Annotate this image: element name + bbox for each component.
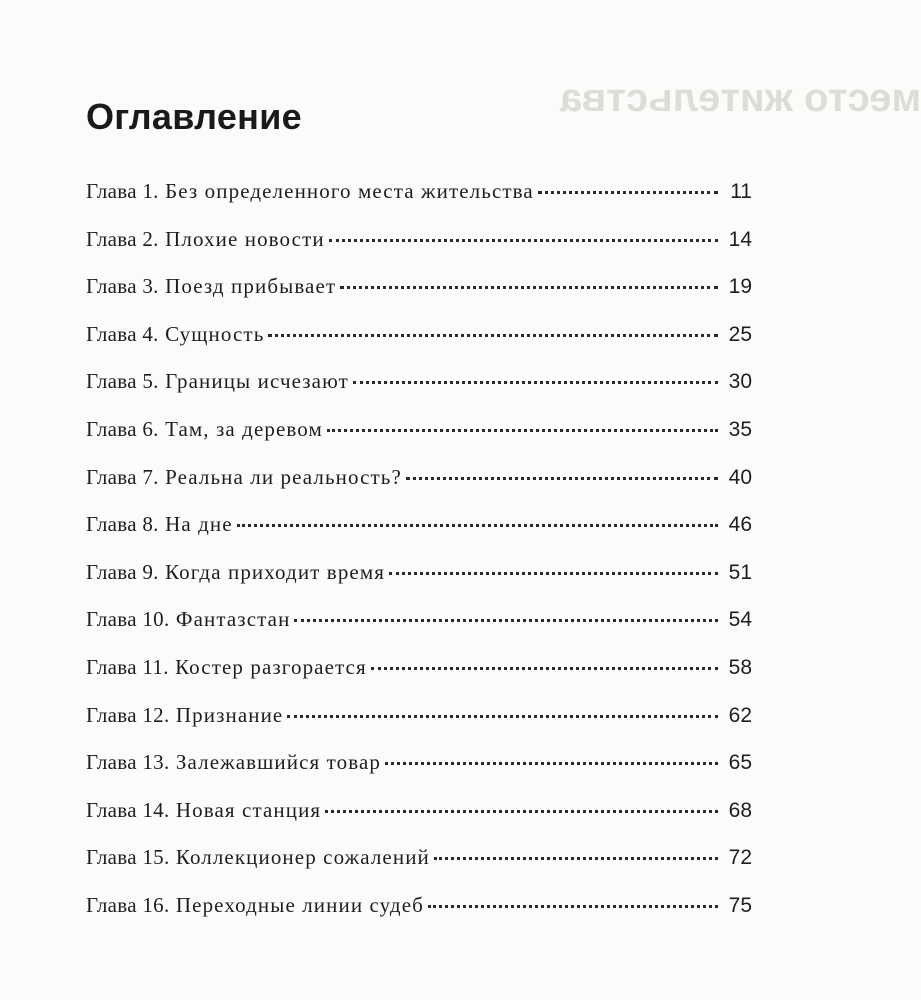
dot-leader	[294, 617, 718, 622]
dot-leader	[287, 713, 718, 718]
table-of-contents	[86, 168, 752, 930]
page-number: 72	[728, 846, 752, 870]
chapter-title: Признание	[175, 702, 284, 727]
page-number: 62	[728, 703, 752, 727]
toc-entry-label	[86, 454, 402, 502]
toc-entry-label	[86, 834, 430, 882]
chapter-title: Новая станция	[175, 797, 322, 822]
dot-leader	[268, 332, 718, 337]
toc-entry-label	[86, 263, 336, 311]
chapter-number: Глава 15.	[86, 845, 170, 870]
dot-leader	[237, 522, 718, 527]
dot-leader	[329, 237, 718, 242]
chapter-title: Без определенного места жительства	[165, 179, 534, 203]
toc-entry-label	[86, 358, 349, 406]
toc-entry	[86, 549, 752, 597]
dot-leader	[353, 379, 718, 384]
dot-leader	[340, 284, 718, 289]
dot-leader	[538, 189, 718, 194]
toc-entry-label	[86, 739, 381, 787]
toc-entry	[86, 787, 752, 835]
chapter-number: Глава 12.	[86, 702, 170, 727]
chapter-title: Плохие новости	[165, 226, 325, 251]
dot-leader	[327, 427, 718, 432]
toc-entry	[86, 644, 752, 692]
chapter-number: Глава 9.	[86, 559, 159, 584]
page-number: 65	[728, 751, 752, 775]
chapter-number: Глава 2.	[86, 226, 159, 251]
chapter-number: Глава 8.	[86, 512, 159, 537]
toc-entry	[86, 596, 752, 644]
toc-entry-label	[86, 787, 321, 835]
toc-entry-label	[86, 168, 534, 216]
page-title: Оглавление	[86, 96, 302, 138]
toc-entry-label	[86, 549, 385, 597]
toc-entry-label	[86, 501, 233, 549]
page-number: 75	[728, 893, 752, 917]
chapter-title: Когда приходит время	[165, 559, 385, 584]
chapter-number: Глава 13.	[86, 750, 170, 775]
chapter-number: Глава 14.	[86, 797, 170, 822]
chapter-title: Сущность	[165, 321, 265, 346]
bleed-through-heading: место жительства	[560, 76, 921, 120]
chapter-number: Глава 1.	[86, 179, 159, 203]
chapter-title: Костер разгорается	[175, 654, 367, 679]
dot-leader	[385, 760, 718, 765]
dot-leader	[325, 808, 718, 813]
toc-entry-label	[86, 311, 264, 359]
toc-entry	[86, 216, 752, 264]
toc-entry-label	[86, 882, 424, 930]
chapter-title: Фантазстан	[175, 607, 291, 632]
page-number: 46	[728, 513, 752, 537]
toc-entry	[86, 263, 752, 311]
toc-entry-label	[86, 406, 323, 454]
page-number: 40	[728, 465, 752, 489]
page-number: 51	[728, 560, 752, 584]
page-number: 54	[728, 608, 752, 632]
dot-leader	[434, 855, 718, 860]
dot-leader	[389, 570, 718, 575]
chapter-number: Глава 5.	[86, 369, 159, 394]
chapter-title: Там, за деревом	[165, 416, 323, 441]
page-number: 58	[728, 655, 752, 679]
toc-entry	[86, 406, 752, 454]
dot-leader	[406, 475, 718, 480]
dot-leader	[371, 665, 718, 670]
chapter-number: Глава 11.	[86, 654, 169, 679]
toc-entry	[86, 454, 752, 502]
chapter-title: На дне	[165, 512, 233, 537]
toc-entry	[86, 692, 752, 740]
toc-entry	[86, 882, 752, 930]
chapter-title: Переходные линии судеб	[175, 892, 424, 917]
toc-entry	[86, 358, 752, 406]
page-number: 14	[728, 227, 752, 251]
chapter-number: Глава 3.	[86, 274, 159, 299]
chapter-title: Реальна ли реальность?	[165, 464, 402, 489]
chapter-title: Границы исчезают	[165, 369, 349, 394]
chapter-number: Глава 10.	[86, 607, 170, 632]
page-number: 30	[728, 370, 752, 394]
chapter-number: Глава 7.	[86, 464, 159, 489]
chapter-title: Коллекционер сожалений	[175, 845, 430, 870]
toc-entry	[86, 739, 752, 787]
chapter-number: Глава 4.	[86, 321, 159, 346]
chapter-title: Поезд прибывает	[165, 274, 337, 299]
toc-entry	[86, 311, 752, 359]
chapter-number: Глава 16.	[86, 892, 170, 917]
chapter-title: Залежавшийся товар	[175, 750, 381, 775]
toc-entry-label	[86, 692, 283, 740]
page-number: 19	[728, 275, 752, 299]
toc-entry	[86, 834, 752, 882]
chapter-number: Глава 6.	[86, 416, 159, 441]
dot-leader	[428, 903, 718, 908]
page-number: 35	[728, 417, 752, 441]
page-number: 25	[728, 322, 752, 346]
toc-entry	[86, 168, 752, 216]
page-number: 11	[730, 180, 752, 203]
toc-entry-label	[86, 216, 325, 264]
toc-entry-label	[86, 644, 367, 692]
toc-entry	[86, 501, 752, 549]
toc-entry-label	[86, 596, 290, 644]
page-number: 68	[728, 798, 752, 822]
